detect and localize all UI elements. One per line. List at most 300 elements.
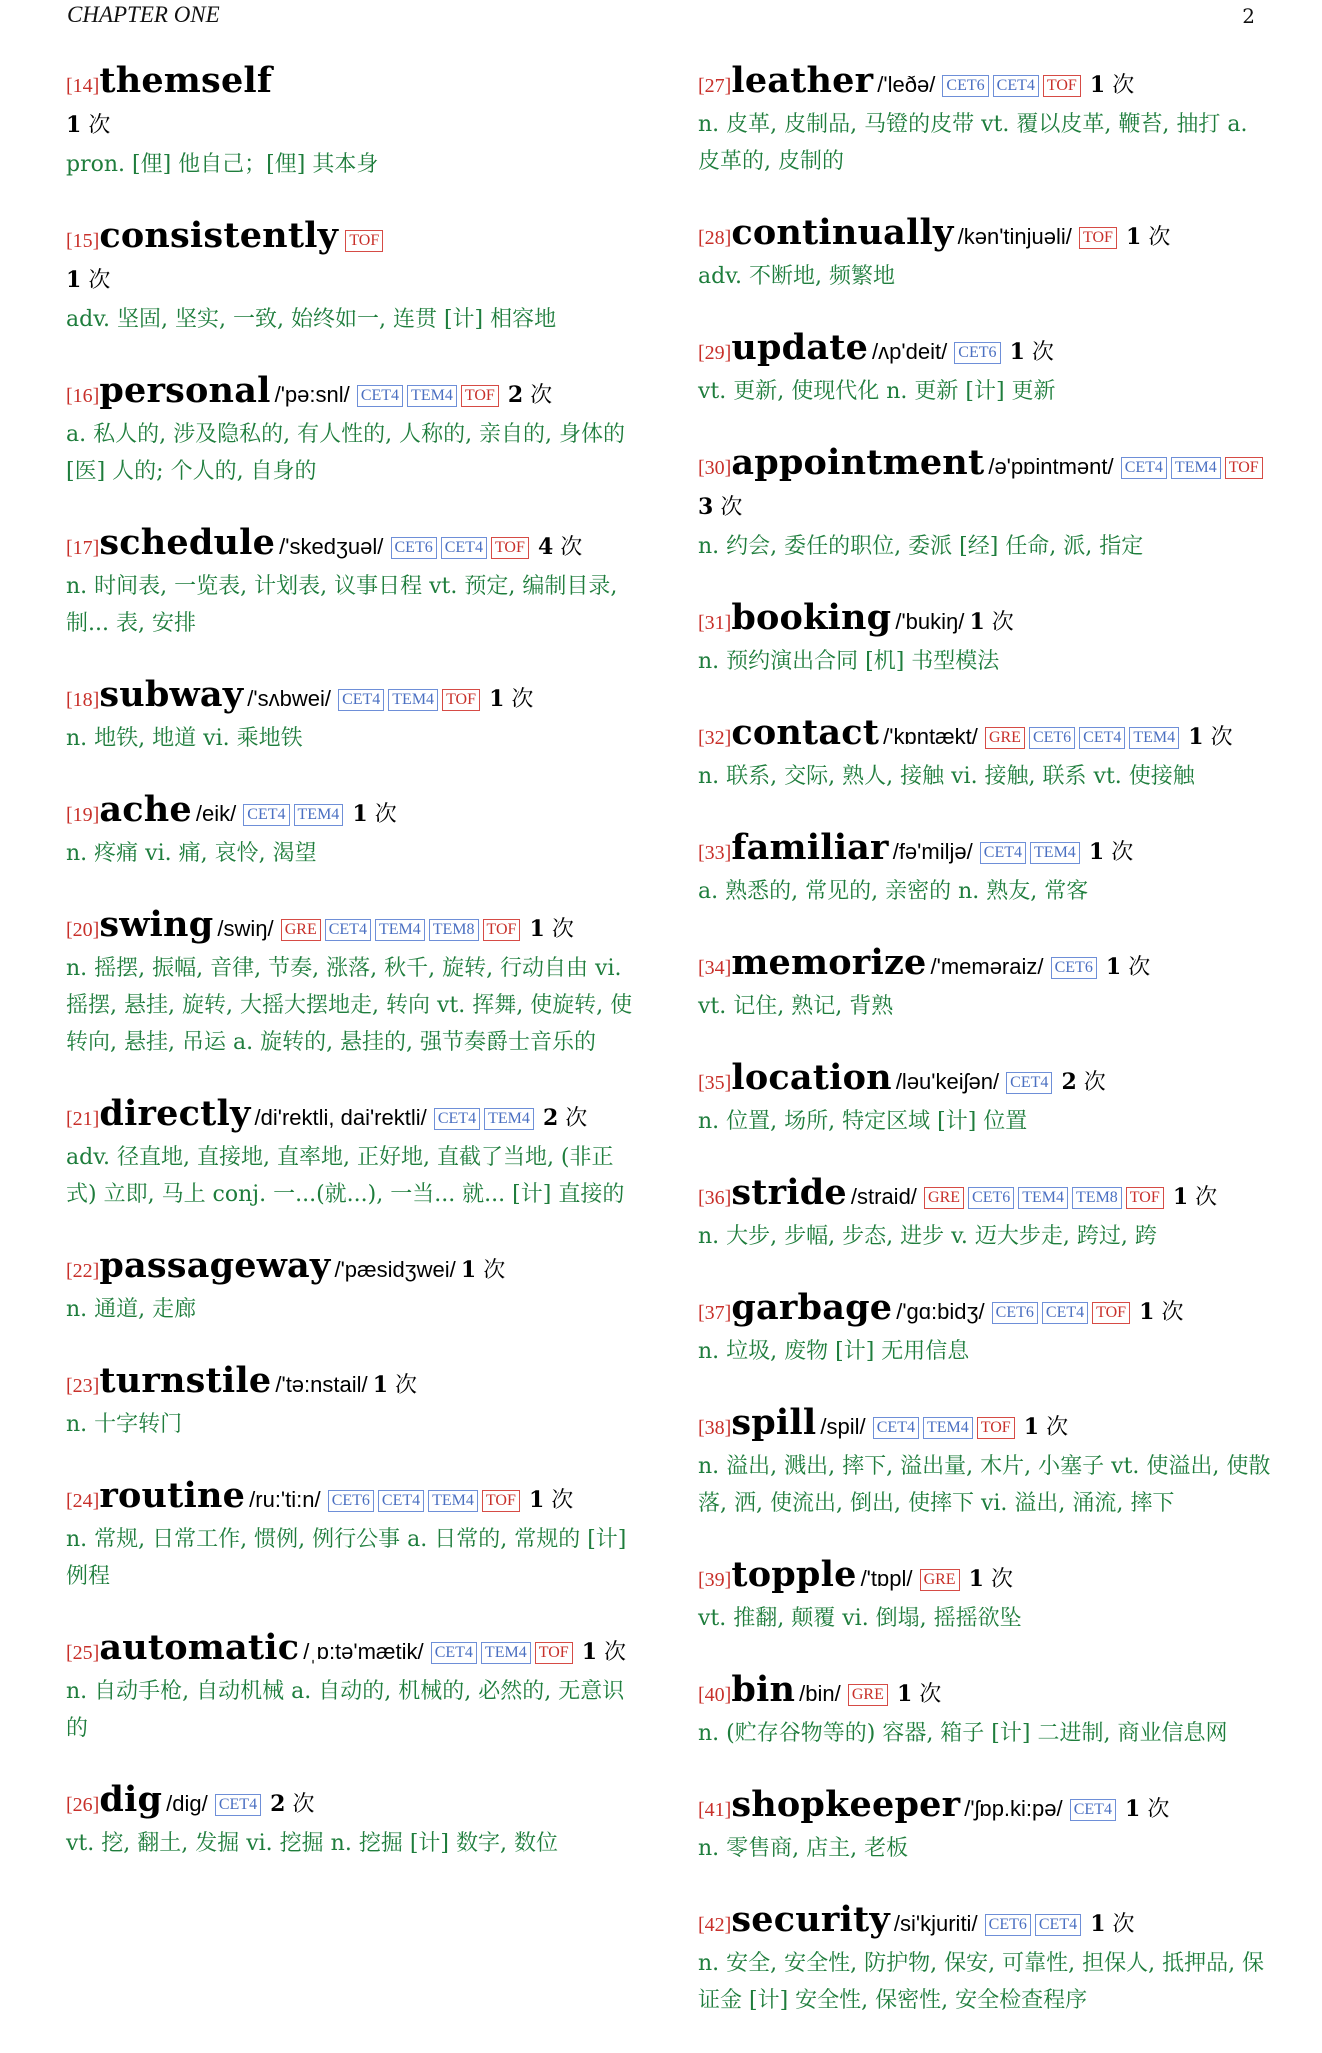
entry-head [66, 676, 641, 720]
headword: appointment [731, 442, 985, 483]
exam-tag: GRE [281, 919, 321, 941]
definition: n. 预约演出合同 [机] 书型模法 [698, 649, 1000, 674]
pronunciation: /si'kjuriti/ [893, 1911, 978, 1936]
frequency-count: 2 [542, 1105, 559, 1131]
frequency [1010, 340, 1054, 365]
vocab-entry [66, 372, 641, 490]
frequency-unit: 次 [604, 1640, 627, 1665]
exam-tag: CET4 [357, 385, 403, 407]
headword: location [731, 1057, 892, 1098]
exam-tag: TEM4 [484, 1108, 534, 1130]
exam-tag: TEM4 [1030, 842, 1080, 864]
frequency-unit: 次 [1128, 955, 1151, 980]
frequency [969, 610, 1013, 635]
exam-tag: CET4 [980, 842, 1026, 864]
frequency-unit: 次 [1210, 725, 1233, 750]
definition: n. 十字转门 [66, 1412, 183, 1437]
exam-tag: GRE [920, 1569, 960, 1591]
entry-index: [27] [698, 75, 732, 97]
frequency-unit: 次 [1195, 1185, 1218, 1210]
definition: n. 疼痛 vi. 痛, 哀怜, 渴望 [66, 841, 317, 866]
frequency-count: 1 [581, 1639, 598, 1665]
frequency [969, 1567, 1013, 1592]
frequency-unit: 次 [483, 1258, 506, 1283]
headword: directly [99, 1093, 251, 1134]
exam-tags [949, 344, 1004, 363]
entry-index: [25] [66, 1642, 100, 1664]
frequency-unit: 次 [565, 1106, 588, 1131]
vocab-entry [698, 1059, 1273, 1140]
frequency [1090, 1912, 1134, 1937]
pronunciation: /ˌɒ:tə'mætik/ [303, 1639, 424, 1664]
exam-tag: CET6 [1029, 727, 1075, 749]
pronunciation: /'ʃɒp.ki:pə/ [964, 1796, 1063, 1821]
vocab-entry [698, 62, 1273, 180]
pronunciation: /straid/ [850, 1184, 917, 1209]
frequency [1173, 1185, 1217, 1210]
definition: n. 皮革, 皮制品, 马镫的皮带 vt. 覆以皮革, 鞭苔, 抽打 a. 皮革的, 皮制的 [698, 112, 1248, 174]
entry-index: [17] [66, 537, 100, 559]
pronunciation: /'bukiŋ/ [895, 609, 965, 634]
headword: stride [731, 1172, 847, 1213]
entry-head [66, 1247, 641, 1291]
exam-tags [352, 387, 503, 406]
exam-tag: CET4 [243, 804, 289, 826]
vocab-entry [698, 1289, 1273, 1370]
vocab-entry [698, 714, 1273, 795]
exam-tags [980, 1916, 1086, 1935]
pronunciation: /'tə:nstail/ [275, 1372, 368, 1397]
definition: n. 通道, 走廊 [66, 1297, 197, 1322]
definition: n. 时间表, 一览表, 计划表, 议事日程 vt. 预定, 编制目录, 制... 表, 安排 [66, 574, 618, 636]
entry-index: [39] [698, 1569, 732, 1591]
exam-tags [429, 1110, 538, 1129]
exam-tags [980, 729, 1183, 748]
exam-tag: TEM8 [429, 919, 479, 941]
frequency [66, 113, 110, 138]
entry-index: [31] [698, 612, 732, 634]
entry-head [66, 217, 641, 261]
pronunciation: /'leðə/ [877, 72, 936, 97]
exam-tag: TEM4 [428, 1490, 478, 1512]
exam-tag: TEM4 [1018, 1187, 1068, 1209]
exam-tags [868, 1419, 1019, 1438]
vocab-entry [698, 1671, 1273, 1752]
exam-tags [210, 1796, 265, 1815]
headword: dig [99, 1779, 163, 1820]
exam-tag: CET6 [328, 1490, 374, 1512]
frequency-count: 1 [1088, 839, 1105, 865]
entry-head [698, 1901, 1273, 1945]
vocab-entry [698, 1174, 1273, 1255]
exam-tag: TOF [1043, 75, 1081, 97]
entry-index: [18] [66, 689, 100, 711]
entry-head [698, 1671, 1273, 1715]
pronunciation: /kən'tinjuəli/ [957, 224, 1072, 249]
vocab-entry [66, 524, 641, 642]
entry-index: [32] [698, 727, 732, 749]
left-column [66, 62, 641, 1896]
frequency-count: 1 [1125, 1796, 1141, 1822]
definition: n. 联系, 交际, 熟人, 接触 vi. 接触, 联系 vt. 使接触 [698, 764, 1195, 789]
exam-tags [276, 921, 525, 940]
definition: vt. 挖, 翻土, 发掘 vi. 挖掘 n. 挖掘 [计] 数字, 数位 [66, 1831, 558, 1856]
entry-index: [36] [698, 1187, 732, 1209]
headword: familiar [731, 827, 889, 868]
frequency [1126, 225, 1170, 250]
pronunciation: /ru:'ti:n/ [249, 1487, 321, 1512]
pronunciation: /'kɒntækt/ [883, 724, 978, 749]
pronunciation: /ʌp'deit/ [872, 339, 948, 364]
frequency-count: 1 [352, 801, 368, 827]
frequency [1024, 1415, 1068, 1440]
entry-index: [30] [698, 457, 732, 479]
frequency-unit: 次 [511, 687, 534, 712]
frequency-unit: 次 [1112, 1912, 1135, 1937]
exam-tag: CET4 [338, 689, 384, 711]
entry-head [698, 1786, 1273, 1830]
headword: personal [99, 370, 271, 411]
exam-tags [385, 539, 532, 558]
chapter-title: CHAPTER ONE [67, 2, 220, 27]
entry-head [698, 599, 1273, 643]
frequency [1090, 73, 1134, 98]
frequency-count: 1 [1090, 1911, 1106, 1937]
entry-head [698, 214, 1273, 258]
exam-tag: CET6 [992, 1302, 1038, 1324]
entry-head [698, 944, 1273, 988]
headword: contact [731, 712, 880, 753]
frequency-unit: 次 [1161, 1300, 1184, 1325]
entry-head [698, 1556, 1273, 1600]
definition: adv. 径直地, 直接地, 直率地, 正好地, 直截了当地, (非正式) 立即, 马上 conj. 一...(就...), 一当... 就... [计] 直接的 [66, 1145, 625, 1207]
entry-head [66, 1629, 641, 1673]
exam-tag: CET4 [434, 1108, 480, 1130]
frequency-count: 1 [896, 1681, 913, 1707]
frequency-count: 1 [1188, 724, 1204, 750]
frequency-unit: 次 [1112, 73, 1135, 98]
exam-tag: GRE [848, 1684, 888, 1706]
frequency-count: 1 [968, 1566, 984, 1592]
headword: subway [99, 674, 244, 715]
exam-tags [333, 691, 484, 710]
frequency-line [66, 261, 641, 301]
frequency [897, 1682, 941, 1707]
exam-tag: CET6 [942, 75, 988, 97]
entry-head [698, 1289, 1273, 1333]
entry-head [66, 1781, 641, 1825]
definition: n. 常规, 日常工作, 惯例, 例行公事 a. 日常的, 常规的 [计] 例程 [66, 1527, 627, 1589]
exam-tag: CET6 [391, 537, 437, 559]
frequency-count: 1 [489, 686, 505, 712]
frequency [1106, 955, 1150, 980]
frequency [270, 1792, 314, 1817]
vocab-entry [698, 829, 1273, 910]
frequency-unit: 次 [560, 535, 583, 560]
definition: n. 溢出, 溅出, 摔下, 溢出量, 木片, 小塞子 vt. 使溢出, 使散落, 洒, 使流出, 倒出, 使摔下 vi. 溢出, 涌流, 摔下 [698, 1454, 1271, 1516]
entry-head [66, 372, 641, 416]
pronunciation: /'tɒpl/ [860, 1566, 913, 1591]
exam-tags [1065, 1801, 1120, 1820]
entry-index: [29] [698, 342, 732, 364]
exam-tag: TEM4 [923, 1417, 973, 1439]
exam-tags [426, 1644, 577, 1663]
entry-head [66, 1095, 641, 1139]
exam-tag: GRE [924, 1187, 964, 1209]
headword: schedule [99, 522, 276, 563]
frequency [1125, 1797, 1169, 1822]
vocab-entry [66, 217, 641, 338]
headword: automatic [99, 1627, 300, 1668]
entry-index: [15] [66, 230, 100, 252]
exam-tag: CET4 [1006, 1072, 1052, 1094]
frequency-count: 3 [698, 494, 714, 520]
page-header [67, 0, 1255, 30]
pronunciation: /bin/ [799, 1681, 841, 1706]
pronunciation: /'skedʒuəl/ [279, 534, 384, 559]
exam-tags [1001, 1074, 1056, 1093]
exam-tags [843, 1686, 892, 1705]
frequency-unit: 次 [1111, 840, 1134, 865]
entry-index: [28] [698, 227, 732, 249]
exam-tag: TOF [1092, 1302, 1130, 1324]
frequency-count: 1 [1139, 1299, 1155, 1325]
definition: n. 约会, 委任的职位, 委派 [经] 任命, 派, 指定 [698, 534, 1144, 559]
frequency-count: 1 [529, 916, 545, 942]
entry-index: [22] [66, 1260, 100, 1282]
frequency [461, 1258, 505, 1283]
exam-tag: CET4 [1035, 1914, 1081, 1936]
entry-head [698, 1174, 1273, 1218]
exam-tags [919, 1189, 1168, 1208]
exam-tag: TOF [491, 537, 529, 559]
frequency-count: 2 [1061, 1069, 1077, 1095]
frequency-unit: 次 [1046, 1415, 1069, 1440]
vocab-entry [66, 1095, 641, 1213]
exam-tag: TOF [483, 919, 521, 941]
frequency-line [698, 488, 1273, 528]
vocab-entry [66, 1247, 641, 1328]
definition: a. 私人的, 涉及隐私的, 有人性的, 人称的, 亲自的, 身体的 [医] 人的; 个人的, 自身的 [66, 422, 626, 484]
headword: consistently [99, 215, 339, 256]
entry-index: [41] [698, 1799, 732, 1821]
exam-tag: CET4 [1042, 1302, 1088, 1324]
pronunciation: /dig/ [166, 1791, 208, 1816]
frequency-unit: 次 [88, 113, 111, 138]
vocab-entry [66, 1781, 641, 1862]
exam-tag: TEM4 [375, 919, 425, 941]
frequency [1188, 725, 1232, 750]
exam-tag: TOF [442, 689, 480, 711]
vocab-entry [66, 1629, 641, 1747]
definition: n. 安全, 安全性, 防护物, 保安, 可靠性, 担保人, 抵押品, 保证金 [计] 安全性, 保密性, 安全检查程序 [698, 1951, 1265, 2013]
definition: n. (贮存谷物等的) 容器, 箱子 [计] 二进制, 商业信息网 [698, 1721, 1228, 1746]
vocab-entry [698, 329, 1273, 410]
vocab-entry [698, 444, 1273, 565]
entry-head [66, 791, 641, 835]
headword: garbage [731, 1287, 893, 1328]
frequency-unit: 次 [530, 383, 553, 408]
vocab-entry [698, 1556, 1273, 1637]
exam-tags [323, 1492, 524, 1511]
exam-tag: CET4 [1079, 727, 1125, 749]
entry-head [698, 714, 1273, 758]
frequency-unit: 次 [990, 1567, 1013, 1592]
vocab-entry [66, 676, 641, 757]
exam-tags [1074, 229, 1121, 248]
headword: topple [731, 1554, 857, 1595]
entry-index: [37] [698, 1302, 732, 1324]
exam-tag: TOF [1079, 227, 1117, 249]
exam-tag: TEM4 [407, 385, 457, 407]
exam-tag: TOF [977, 1417, 1015, 1439]
entry-head [698, 62, 1273, 106]
frequency [529, 1488, 573, 1513]
frequency-unit: 次 [374, 802, 397, 827]
frequency-count: 1 [66, 267, 82, 293]
pronunciation: /'pæsidʒwei/ [334, 1257, 456, 1282]
frequency-unit: 次 [88, 268, 111, 293]
vocab-entry [66, 791, 641, 872]
definition: n. 垃圾, 废物 [计] 无用信息 [698, 1339, 970, 1364]
exam-tag: TEM4 [294, 804, 344, 826]
frequency-count: 1 [1089, 72, 1106, 98]
headword: swing [99, 904, 214, 945]
pronunciation: /ləu'keiʃən/ [895, 1069, 1000, 1094]
headword: shopkeeper [731, 1784, 961, 1825]
exam-tag: TEM8 [1072, 1187, 1122, 1209]
exam-tag: TEM4 [1171, 457, 1221, 479]
exam-tags [987, 1304, 1134, 1323]
frequency [1061, 1070, 1105, 1095]
frequency [373, 1373, 417, 1398]
exam-tags [238, 806, 347, 825]
entry-head [698, 1059, 1273, 1103]
definition: adv. 不断地, 频繁地 [698, 264, 895, 289]
pronunciation: /'meməraiz/ [930, 954, 1044, 979]
exam-tag: CET4 [993, 75, 1039, 97]
headword: memorize [731, 942, 927, 983]
frequency-count: 1 [969, 609, 985, 635]
entry-index: [40] [698, 1684, 732, 1706]
exam-tag: TOF [535, 1642, 573, 1664]
entry-index: [35] [698, 1072, 732, 1094]
frequency [530, 917, 574, 942]
entry-index: [33] [698, 842, 732, 864]
frequency [66, 268, 110, 293]
definition: pron. [俚] 他自己；[俚] 其本身 [66, 152, 379, 177]
page-number: 2 [1242, 4, 1255, 28]
headword: themself [99, 60, 273, 101]
frequency-count: 2 [270, 1791, 286, 1817]
pronunciation: /ə'pɒintmənt/ [988, 454, 1114, 479]
exam-tags [937, 77, 1084, 96]
entry-index: [21] [66, 1108, 100, 1130]
headword: leather [731, 60, 874, 101]
definition: n. 摇摆, 振幅, 音律, 节奏, 涨落, 秋千, 旋转, 行动自由 vi. 摇摆, 悬挂, 旋转, 大摇大摆地走, 转向 vt. 挥舞, 使旋转, 使转向, 悬挂, 吊运 a. 旋转的, 悬挂的, 强节奏爵士音乐的 [66, 956, 633, 1055]
vocab-entry [66, 906, 641, 1061]
entry-index: [34] [698, 957, 732, 979]
pronunciation: /spil/ [820, 1414, 866, 1439]
frequency [582, 1640, 626, 1665]
entry-head [698, 1404, 1273, 1448]
entry-head [66, 906, 641, 950]
vocab-entry [698, 1786, 1273, 1867]
frequency [1089, 840, 1133, 865]
exam-tag: CET4 [215, 1794, 261, 1816]
exam-tag: TEM4 [388, 689, 438, 711]
headword: turnstile [99, 1360, 272, 1401]
frequency [352, 802, 396, 827]
entry-index: [42] [698, 1914, 732, 1936]
right-column [698, 62, 1273, 2053]
frequency-unit: 次 [551, 917, 574, 942]
definition: a. 熟悉的, 常见的, 亲密的 n. 熟友, 常客 [698, 879, 1089, 904]
frequency [489, 687, 533, 712]
exam-tag: CET4 [431, 1642, 477, 1664]
pronunciation: /swiŋ/ [217, 916, 274, 941]
pronunciation: /'pə:snl/ [274, 382, 350, 407]
vocab-entry [66, 1362, 641, 1443]
frequency-unit: 次 [551, 1488, 574, 1513]
frequency-unit: 次 [1031, 340, 1054, 365]
entry-index: [19] [66, 804, 100, 826]
entry-head [66, 1362, 641, 1406]
entry-index: [23] [66, 1375, 100, 1397]
exam-tag: CET4 [441, 537, 487, 559]
vocab-entry [66, 62, 641, 183]
exam-tag: CET4 [1070, 1799, 1116, 1821]
frequency-count: 1 [1126, 224, 1142, 250]
exam-tag: TOF [345, 230, 383, 252]
headword: continually [731, 212, 954, 253]
exam-tag: CET4 [1121, 457, 1167, 479]
exam-tag: CET4 [378, 1490, 424, 1512]
exam-tag: TOF [1225, 457, 1263, 479]
frequency [1139, 1300, 1183, 1325]
frequency-unit: 次 [1148, 225, 1171, 250]
headword: passageway [99, 1245, 331, 1286]
entry-index: [20] [66, 919, 100, 941]
exam-tag: TEM4 [1129, 727, 1179, 749]
frequency [508, 383, 552, 408]
entry-index: [24] [66, 1490, 100, 1512]
frequency-count: 4 [537, 534, 554, 560]
entry-index: [14] [66, 75, 100, 97]
headword: bin [731, 1669, 796, 1710]
definition: vt. 记住, 熟记, 背熟 [698, 994, 894, 1019]
entry-head [66, 62, 641, 106]
exam-tag: GRE [985, 727, 1025, 749]
entry-index: [38] [698, 1417, 732, 1439]
exam-tags [914, 1571, 963, 1590]
exam-tag: CET6 [954, 342, 1000, 364]
frequency-count: 2 [507, 382, 524, 408]
entry-head [698, 444, 1273, 488]
frequency-unit: 次 [720, 495, 743, 520]
vocab-entry [698, 599, 1273, 680]
definition: vt. 推翻, 颠覆 vi. 倒塌, 摇摇欲坠 [698, 1606, 1022, 1631]
vocab-entry [698, 1901, 1273, 2019]
vocab-entry [698, 214, 1273, 295]
definition: n. 大步, 步幅, 步态, 进步 v. 迈大步走, 跨过, 跨 [698, 1224, 1157, 1249]
frequency-count: 1 [1023, 1414, 1040, 1440]
frequency-count: 1 [1009, 339, 1025, 365]
exam-tag: CET4 [325, 919, 371, 941]
exam-tag: TOF [482, 1490, 520, 1512]
exam-tags [340, 232, 387, 251]
pronunciation: /di'rektli, dai'rektli/ [254, 1105, 427, 1130]
